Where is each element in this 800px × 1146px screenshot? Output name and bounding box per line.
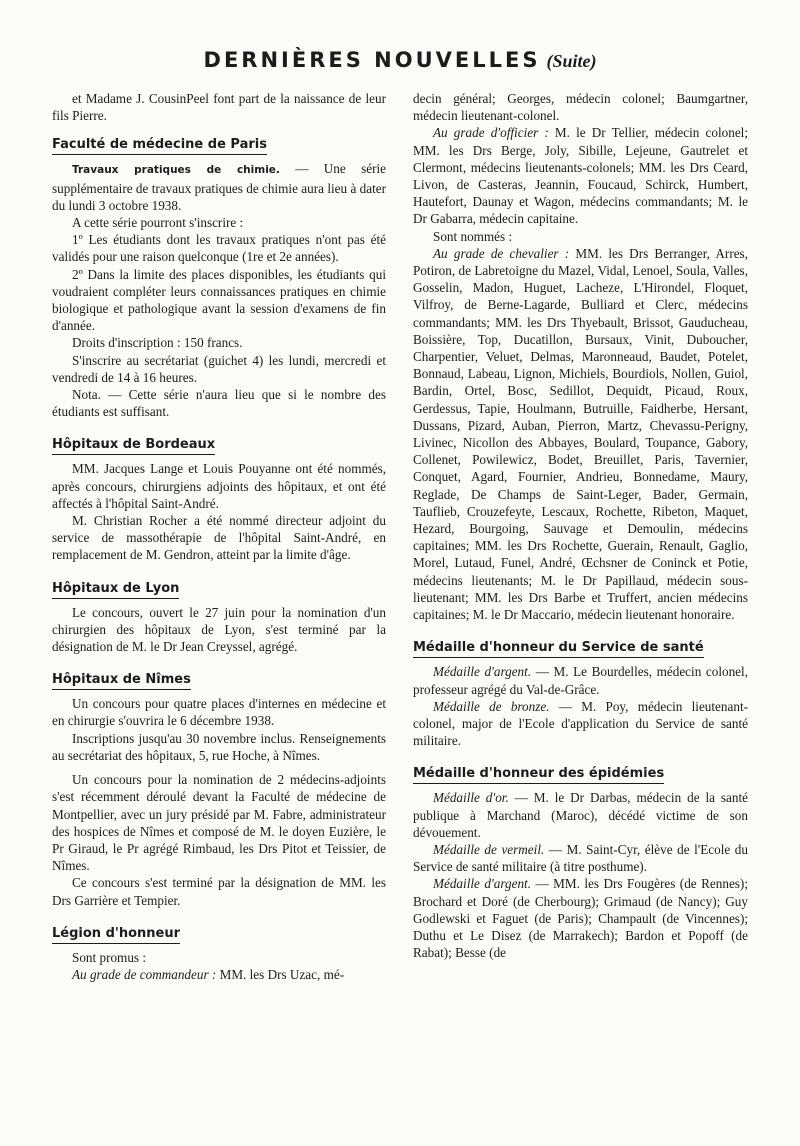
paragraph-text: MM. les Drs Berranger, Arres, Potiron, de Labretoigne du Mazel, Vidal, Lenoel, Soula, Valles, Gosselin, Madon, Huguet, Lacheze, L'Hirondel, Floquet, Vilfroy, de Berne-Lagarde, Bulliard et Clerc, médecins commandants; MM. les Drs Thyebault, Brissot, Gauducheau, Boissière, Top, Ducatillon, Bursaux, Vinit, Duboucher, Charpentier, Veluet, Delmas, Maronneaud, Baudet, Potelet, Bonnaud, Labeau, Lignon, Michiels, Bourdiols, Nollen, Guiol, Bardin, Ortel, Bosc, Sedillot, Dequidt, Picaud, Roux, Gerdessus, Tapie, Houlmann, Butruille, Faidherbe, Hersant, Dussans, Pizard, Auban, Pierron, Martz, Chevassu-Perigny, Livinec, Nicollon des Abbayes, Boulard, Toupance, Gabory, Collenet, Powilewicz, Bodet, Breuillet, Paris, Tavernier, Conquet, Agard, Fournier, Andrieu, Bonnedame, Maury, Reglade, De Champs de Saint-Leger, Bader, Germain, Tauflieb, Crouzefeyte, Lescaux, Rochette, Ribeton, Maquet, Hezard, Bourgoing, Sauvage et Demoulin, médecins capitaines; MM. les Drs Rochette, Guerain, Renault, Gaglio, Morel, Lutaud, Funel, André, Œchsner de Coninck et Potie, médecins lieutenants; M. le Dr Papillaud, médecin sous-lieutenant; MM. les Drs Barbe et Truffert, ancien médecins capitaines; M. le Dr Maccario, médecin lieutenant honoraire. <box>413 245 748 623</box>
paragraph: S'inscrire au secrétariat (guichet 4) les lundi, mercredi et vendredi de 14 à 16 heures. <box>52 352 386 385</box>
medal-label: Médaille d'or. <box>433 790 509 806</box>
paragraph: 2º Dans la limite des places disponibles, les étudiants qui voudraient compléter leurs connaissances pratiques en chimie biologique et pathologique avant la session d'examens de fin d'année. <box>52 266 386 334</box>
intro-paragraph: et Madame J. CousinPeel font part de la naissance de leur fils Pierre. <box>52 91 386 124</box>
paragraph: Sont promus : <box>72 949 147 965</box>
page-title-suite: (Suite) <box>546 51 597 71</box>
paragraph <box>413 124 748 227</box>
paragraph-text: MM. les Drs Uzac, mé- <box>216 966 345 982</box>
paragraph: Le concours, ouvert le 27 juin pour la nomination d'un chirurgien des hôpitaux de Lyon, s'est terminé par la désignation de M. le Dr Jean Creyssel, agrégé. <box>52 604 386 655</box>
lead-heading: Travaux pratiques de chimie. <box>72 164 280 177</box>
section-title-legion-honneur: Légion d'honneur <box>52 925 180 944</box>
paragraph <box>52 160 386 214</box>
paragraph <box>413 663 748 697</box>
paragraph: decin général; Georges, médecin colonel; Baumgartner, médecin lieutenant-colonel. <box>413 91 748 124</box>
paragraph: Ce concours s'est terminé par la désignation de MM. les Drs Garrière et Tempier. <box>52 875 386 908</box>
page-title: DERNIÈRES NOUVELLES <box>203 48 541 72</box>
section-title-faculte-paris: Faculté de médecine de Paris <box>52 136 267 155</box>
paragraph: Sont nommés : <box>433 228 513 244</box>
paragraph-text: M. le Dr Tellier, médecin colonel; MM. les Drs Berge, Joly, Sibille, Lejeune, Gautrelet et Clermont, médecins lieutenants-colonels; MM. les Drs Ceard, Livon, de Casteras, Jeannin, Foucaud, Schirck, Humbert, Hautefort, Daunay et Wagon, médecins commandants; M. le Dr Gabarra, médecin capitaine. <box>413 125 749 227</box>
paragraph-text: — M. Le Bourdelles, médecin colonel, professeur agrégé du Val-de-Grâce. <box>413 664 748 697</box>
paragraph: Inscriptions jusqu'au 30 novembre inclus. Renseignements au secrétariat des hôpitaux, 5, rue Hoche, à Nîmes. <box>52 730 386 763</box>
paragraph: Droits d'inscription : 150 francs. <box>72 335 243 351</box>
paragraph: A cette série pourront s'inscrire : <box>72 215 244 231</box>
paragraph: Un concours pour la nomination de 2 médecins-adjoints s'est récemment déroulé devant la Faculté de médecine de Montpellier, avec un jury présidé par M. Fabre, administrateur des hospices de Nîmes et composé de M. le doyen Euzière, le Pr Giraud, le Pr agrégé Rimbaud, les Drs Pitot et Teissier, de Nîmes. <box>52 772 386 874</box>
section-title-bordeaux: Hôpitaux de Bordeaux <box>52 436 215 455</box>
paragraph: Nota. — Cette série n'aura lieu que si le nombre des étudiants est suffisant. <box>52 387 386 420</box>
right-column <box>413 90 748 961</box>
medal-label: Médaille de vermeil. <box>433 841 545 857</box>
paragraph: M. Christian Rocher a été nommé directeur adjoint du service de massothérapie de l'hôpital Saint-André, en remplacement de M. Gendron, atteint par la limite d'âge. <box>52 513 386 563</box>
medal-label: Médaille d'argent. <box>433 664 532 680</box>
paragraph-text: — M. Poy, médecin lieutenant-colonel, major de l'Ecole d'application du Service de santé militaire. <box>413 698 748 749</box>
paragraph-text: — M. Saint-Cyr, élève de l'Ecole du Service de santé militaire (à titre posthume). <box>413 841 748 875</box>
section-title-nimes: Hôpitaux de Nîmes <box>52 671 191 690</box>
paragraph <box>413 698 748 750</box>
medal-label: Médaille de bronze. <box>433 698 550 714</box>
paragraph: 1º Les étudiants dont les travaux pratiques n'ont pas été validés pour une raison quelconque (1re et 2e années). <box>52 232 386 265</box>
paragraph <box>413 245 748 623</box>
paragraph <box>413 875 748 961</box>
paragraph-text: — MM. les Drs Fougères (de Rennes); Brochard et Doré (de Cherbourg); Grimaud (de Nancy); Guy Godlewski et Faguet (de Paris); Champault (de Vincennes); Duthu et Le Disez (de Marrakech); Bardon et Popoff (de Rabat); Besse (de <box>413 876 748 961</box>
left-column <box>52 90 386 983</box>
grade-label: Au grade de commandeur : <box>72 966 217 982</box>
grade-label: Au grade de chevalier : <box>433 245 570 261</box>
paragraph <box>52 966 386 983</box>
section-title-lyon: Hôpitaux de Lyon <box>52 580 179 599</box>
paragraph-text: — Une série supplémentaire de travaux pratiques de chimie aura lieu à dater du lundi 3 octobre 1938. <box>52 161 386 213</box>
paragraph <box>413 789 748 841</box>
grade-label: Au grade d'officier : <box>433 125 549 141</box>
section-title-medaille-service-sante: Médaille d'honneur du Service de santé <box>413 639 704 658</box>
paragraph: Un concours pour quatre places d'internes en médecine et en chirurgie s'ouvrira le 6 décembre 1938. <box>52 696 386 729</box>
page-header <box>0 48 800 72</box>
medal-label: Médaille d'argent. <box>433 876 531 892</box>
paragraph: MM. Jacques Lange et Louis Pouyanne ont été nommés, après concours, chirurgiens adjoints des hôpitaux, et ont été affectés à l'hôpital Saint-André. <box>52 461 386 511</box>
paragraph <box>413 841 748 875</box>
paragraph-text: — M. le Dr Darbas, médecin de la santé publique à Marchand (Maroc), décédé victime de son dévouement. <box>413 790 748 840</box>
section-title-medaille-epidemies: Médaille d'honneur des épidémies <box>413 765 664 784</box>
